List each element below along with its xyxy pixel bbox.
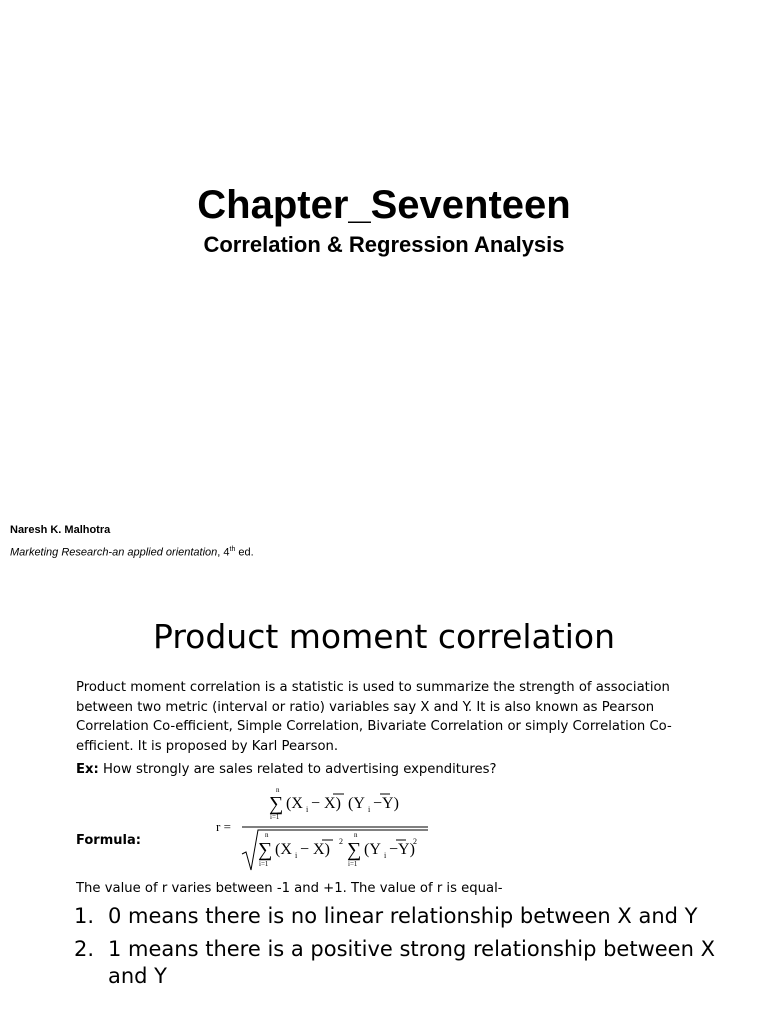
num-y-tail: −Y) bbox=[373, 795, 399, 812]
chapter-title: Chapter_Seventeen bbox=[197, 183, 571, 227]
den1-square: 2 bbox=[339, 837, 343, 846]
list-item bbox=[72, 936, 742, 990]
den2-y-open: (Y bbox=[364, 841, 381, 858]
book-edition-prefix: , 4 bbox=[217, 546, 230, 559]
num-x-sub: i bbox=[306, 805, 309, 814]
den1-x-sub: i bbox=[295, 851, 298, 860]
den1-x-tail: − X) bbox=[300, 841, 330, 858]
num-y-open: (Y bbox=[348, 795, 365, 812]
den1-sum-upper: n bbox=[265, 831, 269, 839]
list-item-number: 1. bbox=[74, 904, 95, 928]
book-edition-sup: th bbox=[229, 546, 236, 553]
book-edition-suffix: ed. bbox=[235, 546, 254, 559]
example-label: Ex: bbox=[76, 762, 99, 777]
list-item bbox=[72, 903, 742, 930]
num-sum-lower: i=1 bbox=[270, 813, 280, 821]
num-x-tail: − X) bbox=[311, 795, 341, 812]
den2-y-sub: i bbox=[384, 851, 387, 860]
list-item-text: 0 means there is no linear relationship between X and Y bbox=[108, 904, 698, 928]
example-line bbox=[76, 760, 496, 779]
num-y-sub: i bbox=[368, 805, 371, 814]
content-slide bbox=[0, 590, 768, 1024]
book-reference bbox=[10, 546, 254, 559]
num-x-open: (X bbox=[286, 795, 303, 812]
list-item-text: 1 means there is a positive strong relationship between X and Y bbox=[108, 937, 715, 988]
num-sum-upper: n bbox=[276, 786, 280, 794]
slide-title: Product moment correlation bbox=[153, 617, 615, 656]
points-list bbox=[72, 903, 742, 996]
definition-paragraph: Product moment correlation is a statistic is used to summarize the strength of association between two metric (interval or ratio) variables say X and Y. It is also known as Pearson Correlation Co-efficient, Simple Correlation, Bivariate Correlation or simply Correlation Co-efficient. It is proposed by Karl Pearson. bbox=[76, 680, 672, 754]
example-text: How strongly are sales related to advertising expenditures? bbox=[98, 762, 497, 777]
den1-sum-lower: i=1 bbox=[259, 860, 269, 868]
den1-sum-symbol: ∑ bbox=[258, 839, 273, 861]
den2-sum-symbol: ∑ bbox=[347, 839, 362, 861]
den2-sum-upper: n bbox=[354, 831, 358, 839]
pearson-formula bbox=[212, 784, 436, 876]
formula-lhs: r = bbox=[216, 819, 231, 834]
book-title: Marketing Research-an applied orientation bbox=[10, 546, 218, 559]
den1-x-open: (X bbox=[275, 841, 292, 858]
den2-y-tail: −Y) bbox=[389, 841, 415, 858]
list-item-number: 2. bbox=[74, 937, 95, 961]
formula-label: Formula: bbox=[76, 833, 141, 848]
den2-square: 2 bbox=[413, 837, 417, 846]
den2-sum-lower: i=1 bbox=[348, 860, 358, 868]
author-name: Naresh K. Malhotra bbox=[10, 524, 111, 536]
chapter-subtitle: Correlation & Regression Analysis bbox=[203, 232, 565, 257]
num-sum-symbol: ∑ bbox=[269, 793, 284, 815]
range-text: The value of r varies between -1 and +1. The value of r is equal- bbox=[76, 881, 503, 896]
